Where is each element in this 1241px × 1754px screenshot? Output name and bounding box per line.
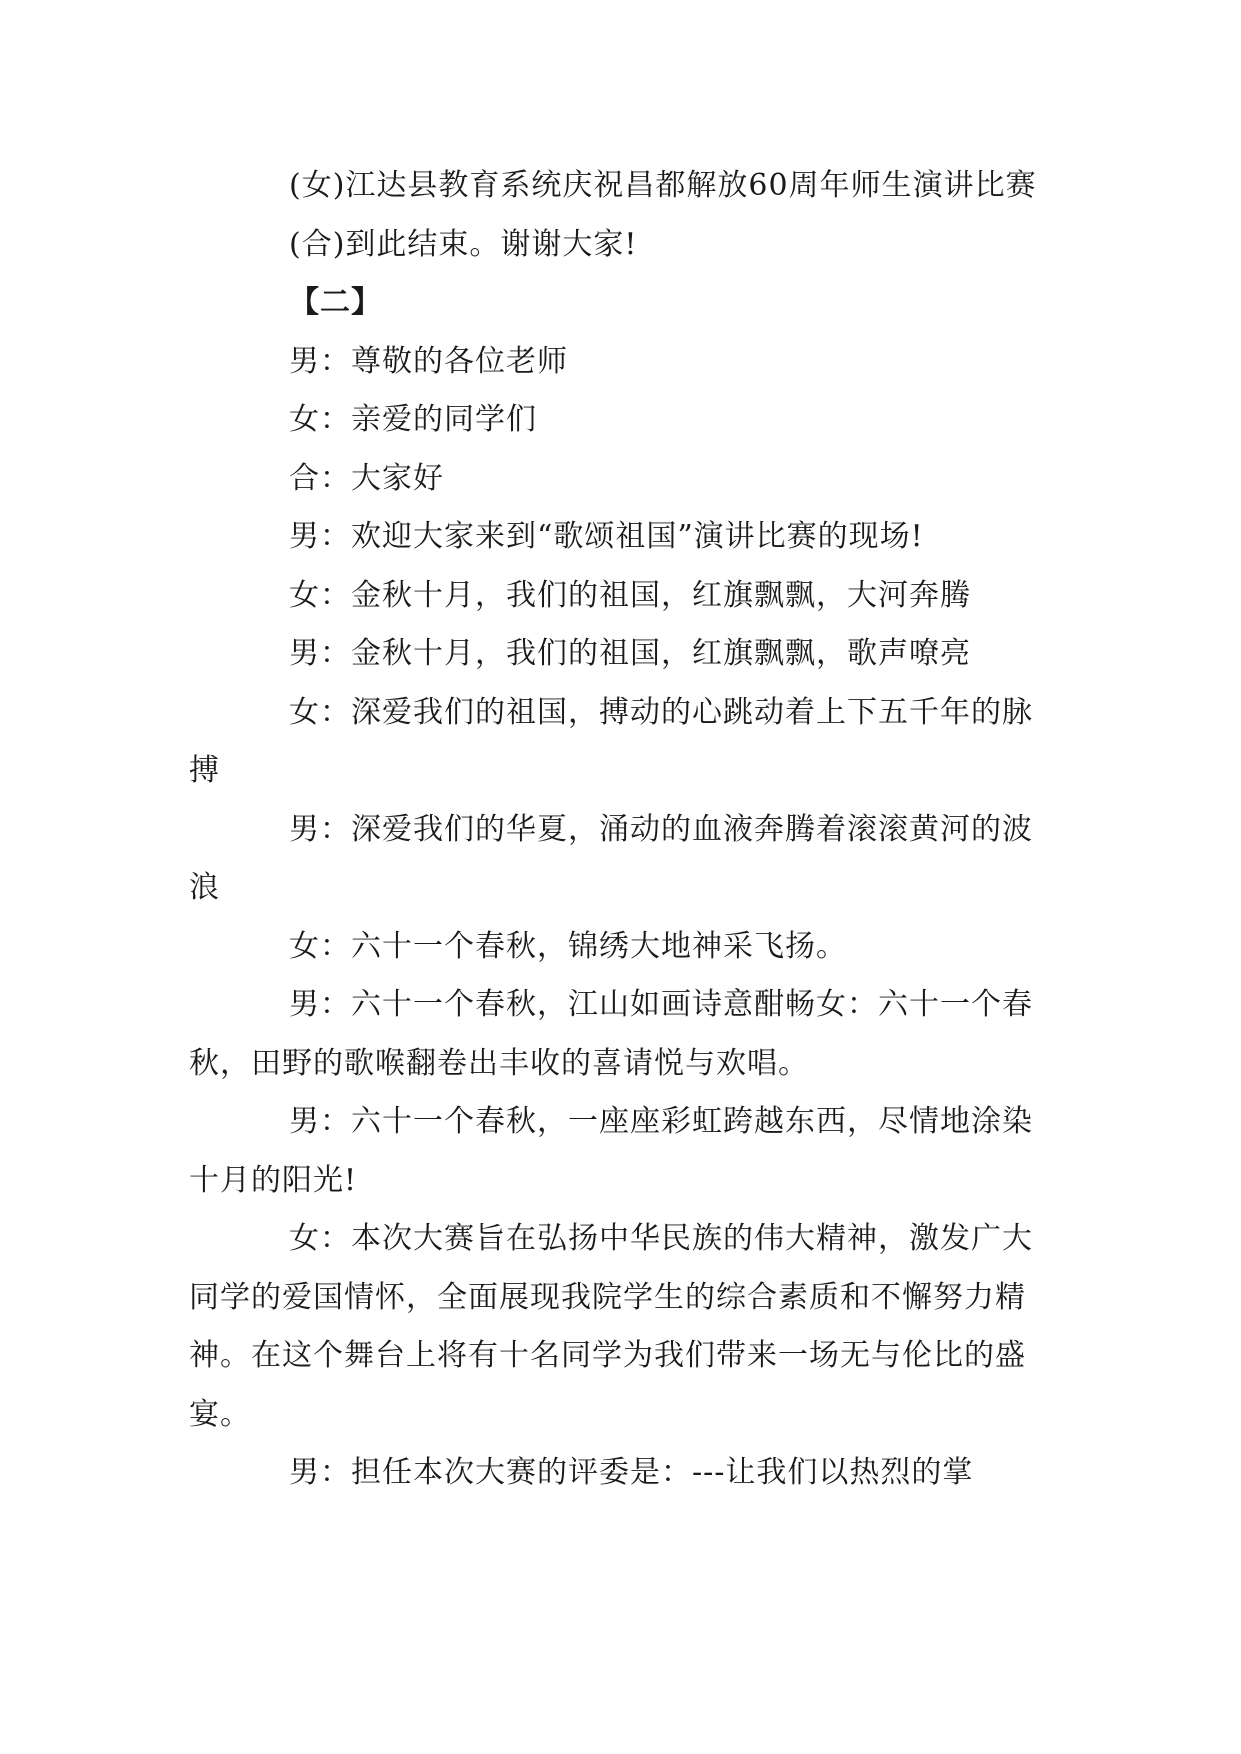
document-body (189, 157, 1055, 1503)
paragraph: 男：尊敬的各位老师 (289, 343, 568, 379)
paragraph: (女)江达县教育系统庆祝昌都解放60周年师生演讲比赛 (289, 168, 1037, 203)
paragraph: 女：本次大赛旨在弘扬中华民族的伟大精神，激发广大同学的爱国情怀，全面展现我院学生的综合素质和不懈努力精神。在这个舞台上将有十名同学为我们带来一场无与伦比的盛宴。 (189, 1221, 1033, 1432)
paragraph: 女：六十一个春秋，锦绣大地神采飞扬。 (289, 928, 847, 964)
paragraph: 男：六十一个春秋，江山如画诗意酣畅女：六十一个春秋，田野的歌喉翻卷出丰收的喜请悦与欢唱。 (189, 987, 1033, 1081)
paragraph: (合)到此结束。谢谢大家! (289, 226, 638, 262)
paragraph: 女：深爱我们的祖国，搏动的心跳动着上下五千年的脉搏 (189, 694, 1033, 788)
paragraph: 男：金秋十月，我们的祖国，红旗飘飘，歌声嘹亮 (289, 636, 971, 671)
paragraph: 男：深爱我们的华夏，涌动的血液奔腾着滚滚黄河的波浪 (189, 811, 1033, 905)
paragraph: 合：大家好 (289, 460, 444, 496)
paragraph: 女：金秋十月，我们的祖国，红旗飘飘，大河奔腾 (289, 577, 971, 613)
paragraph: 女：亲爱的同学们 (289, 402, 537, 437)
section-heading: 【二】 (289, 285, 382, 320)
paragraph: 男：担任本次大赛的评委是：---让我们以热烈的掌 (289, 1455, 974, 1490)
paragraph: 男：欢迎大家来到“歌颂祖国”演讲比赛的现场! (289, 519, 924, 554)
paragraph: 男：六十一个春秋，一座座彩虹跨越东西，尽情地涂染十月的阳光! (189, 1104, 1033, 1198)
